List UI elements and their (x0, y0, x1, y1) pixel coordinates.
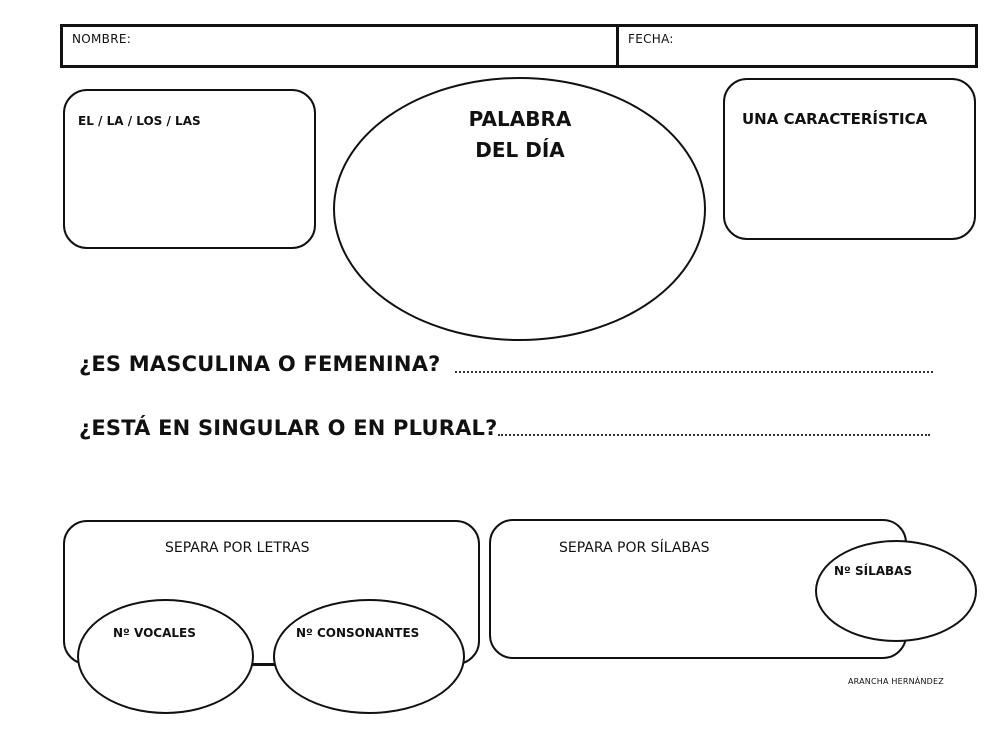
number-question: ¿ESTÁ EN SINGULAR O EN PLURAL? (79, 416, 498, 440)
fecha-label: FECHA: (628, 32, 674, 46)
word-of-day-title-line1: PALABRA (468, 107, 572, 131)
characteristic-box[interactable] (723, 78, 976, 240)
consonants-label: Nº CONSONANTES (296, 626, 420, 640)
nombre-field[interactable] (155, 28, 610, 62)
number-answer-line[interactable] (498, 434, 930, 436)
syllable-count-label: Nº SÍLABAS (834, 564, 913, 578)
gender-question: ¿ES MASCULINA O FEMENINA? (79, 352, 441, 376)
syllable-count-oval[interactable] (815, 540, 977, 642)
syllables-title: SEPARA POR SÍLABAS (559, 540, 710, 556)
author-credit: ARANCHA HERNÁNDEZ (848, 677, 944, 686)
vowels-oval[interactable] (77, 599, 254, 714)
articles-label: EL / LA / LOS / LAS (78, 114, 201, 128)
header-divider (616, 24, 619, 68)
consonants-oval[interactable] (273, 599, 465, 714)
letters-title: SEPARA POR LETRAS (165, 540, 310, 556)
fecha-field[interactable] (690, 28, 970, 62)
gender-answer-line[interactable] (455, 371, 933, 373)
nombre-label: NOMBRE: (72, 32, 132, 46)
characteristic-label: UNA CARACTERÍSTICA (742, 110, 928, 128)
word-of-day-title-line2: DEL DÍA (475, 138, 565, 162)
articles-box[interactable] (63, 89, 316, 249)
vowels-label: Nº VOCALES (113, 626, 196, 640)
